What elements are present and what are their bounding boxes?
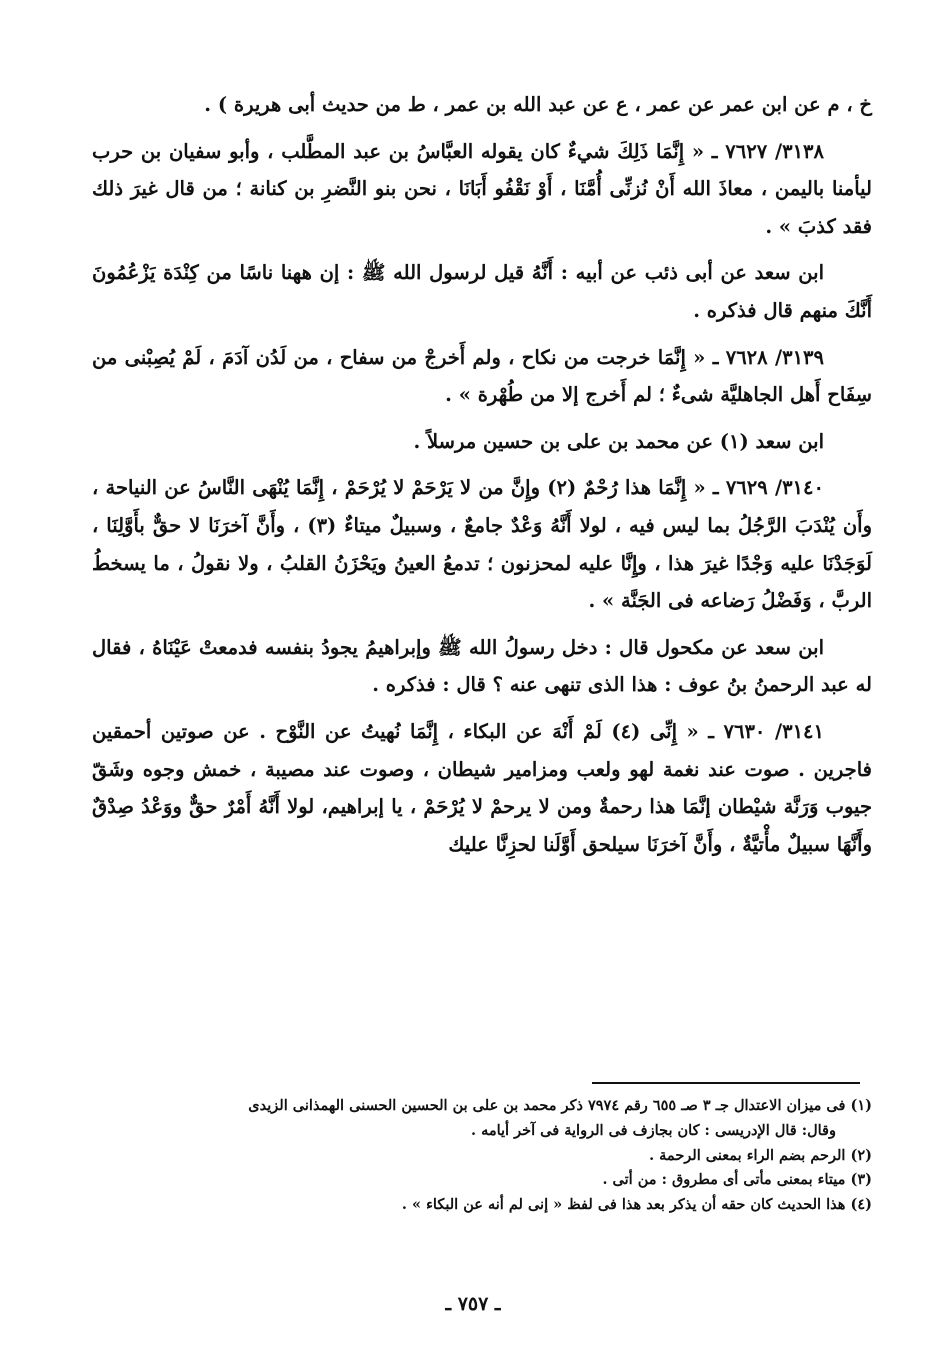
- hadith-7630: ٣١٤١/ ٧٦٣٠ ـ « إِنِّى (٤) لَمْ أَنْهَ عن البكاء ، إِنَّمَا نُهيتُ عن النَّوْح . عن صوتين أحمقين فاجرين . صوت عند نغمة لهو ولعب ومزامير شيطان ، وصوت عند مصيبة ، خمش وجوه وشَقّ جيوب وَرَنَّة شيْطان إنَّمَا هذا رحمةٌ ومن لا يرحمْ لا يُرْحَمْ ، يا إبراهيم، لولا أَنَّهُ أَمْرٌ حقٌّ ووَعْدُ صِدْقٌ وأَنَّهَا سبيلٌ مأْتيَّةٌ ، وأَنَّ آخرَنَا سيلحق أَوَّلَنا لحزِنَّا عليك: [92, 719, 872, 856]
- source-7629: ابن سعد عن مكحول قال : دخل رسولُ الله ﷺ وإبراهيمُ يجودُ بنفسه فدمعتْ عَيْنَاهُ ، فقال له عبد الرحمنُ بنُ عوف : هذا الذى تنهى عنه ؟ قال : فذكره .: [92, 635, 872, 697]
- footnotes: [92, 1094, 872, 1218]
- source-7628: ابن سعد (١) عن محمد بن على بن حسين مرسلاً .: [413, 429, 824, 453]
- footnote-2: (٢) الرحم بضم الراء بمعنى الرحمة .: [649, 1146, 872, 1164]
- hadith-7628: ٣١٣٩/ ٧٦٢٨ ـ « إِنَّمَا خرجت من نكاح ، ولم أَخرجْ من سفاح ، من لَدُن آدَمَ ، لَمْ يُصِبْنى من سِفَاح أَهل الجاهليَّة شىءٌ ؛ لم أَخرج إلا من طُهْرة » .: [92, 345, 872, 407]
- hadith-7627: ٣١٣٨/ ٧٦٢٧ ـ « إِنَّمَا ذَلِكَ شيءٌ كان يقوله العبَّاسُ بن عبد المطَّلب ، وأبو سفيان بن حرب ليأمنا باليمن ، معاذَ الله أَنْ نُزنِّى أُمَّنَا ، أَوْ نَقْفُو أَبَانَا ، نحن بنو النَّضرِ بن كنانة ؛ من قال غيرَ ذلك فقد كذبَ » .: [92, 139, 872, 238]
- source-7627: ابن سعد عن أبى ذئب عن أبيه : أَنَّهُ قيل لرسول الله ﷺ : إن ههنا ناسًا من كِنْدَة يَزْعُمُونَ أَنَّكَ منهم قال فذكره .: [92, 261, 872, 322]
- footnote-1: (١) فى ميزان الاعتدال جـ ٣ صـ ٦٥٥ رقم ٧٩٧٤ ذكر محمد بن على بن الحسين الحسنى الهمذانى الزيدى: [248, 1097, 872, 1114]
- footnote-3: (٣) ميتاء بمعنى مأتى أى مطروق : من أتى .: [602, 1171, 872, 1189]
- footnote-divider: [592, 1082, 860, 1084]
- hadith-7629: ٣١٤٠/ ٧٦٢٩ ـ « إِنَّمَا هذا رُحْمٌ (٢) وإِنَّ من لا يَرْحَمْ لا يُرْحَمْ ، إِنَّمَا يُنْهَى النَّاسُ عن النياحة ، وأَن يُنْدَبَ الرَّجُلُ بما ليس فيه ، لولا أَنَّهُ وَعْدٌ جامعٌ ، وسبيلٌ ميتاءٌ (٣) ، وأَنَّ آخرَنَا لا حقٌّ بأَوَّلِنَا ، لَوَجَدْنَا عليه وَجْدًا غيرَ هذا ، وإِنَّا عليه لمحزنون ؛ تدمعُ العينُ ويَحْزَنُ القلبُ ، ولا نقولُ ، ما يسخطُ الربَّ ، وَفَضْلُ رَضاعه فى الجَنَّة » .: [92, 476, 872, 613]
- footnote-4: (٤) هذا الحديث كان حقه أن يذكر بعد هذا فى لفظ « إنى لم أنه عن البكاء » .: [401, 1196, 872, 1214]
- footnote-1-continued: وقال: قال الإدريسى : كان بجازف فى الرواية فى آخر أيامه .: [470, 1121, 836, 1139]
- page-number: ـ ٧٥٧ ـ: [445, 1293, 501, 1315]
- main-text: [92, 86, 872, 863]
- paragraph-continued-source: خ ، م عن ابن عمر عن عمر ، ع عن عبد الله بن عمر ، ط من حديث أبى هريرة ) .: [204, 93, 872, 116]
